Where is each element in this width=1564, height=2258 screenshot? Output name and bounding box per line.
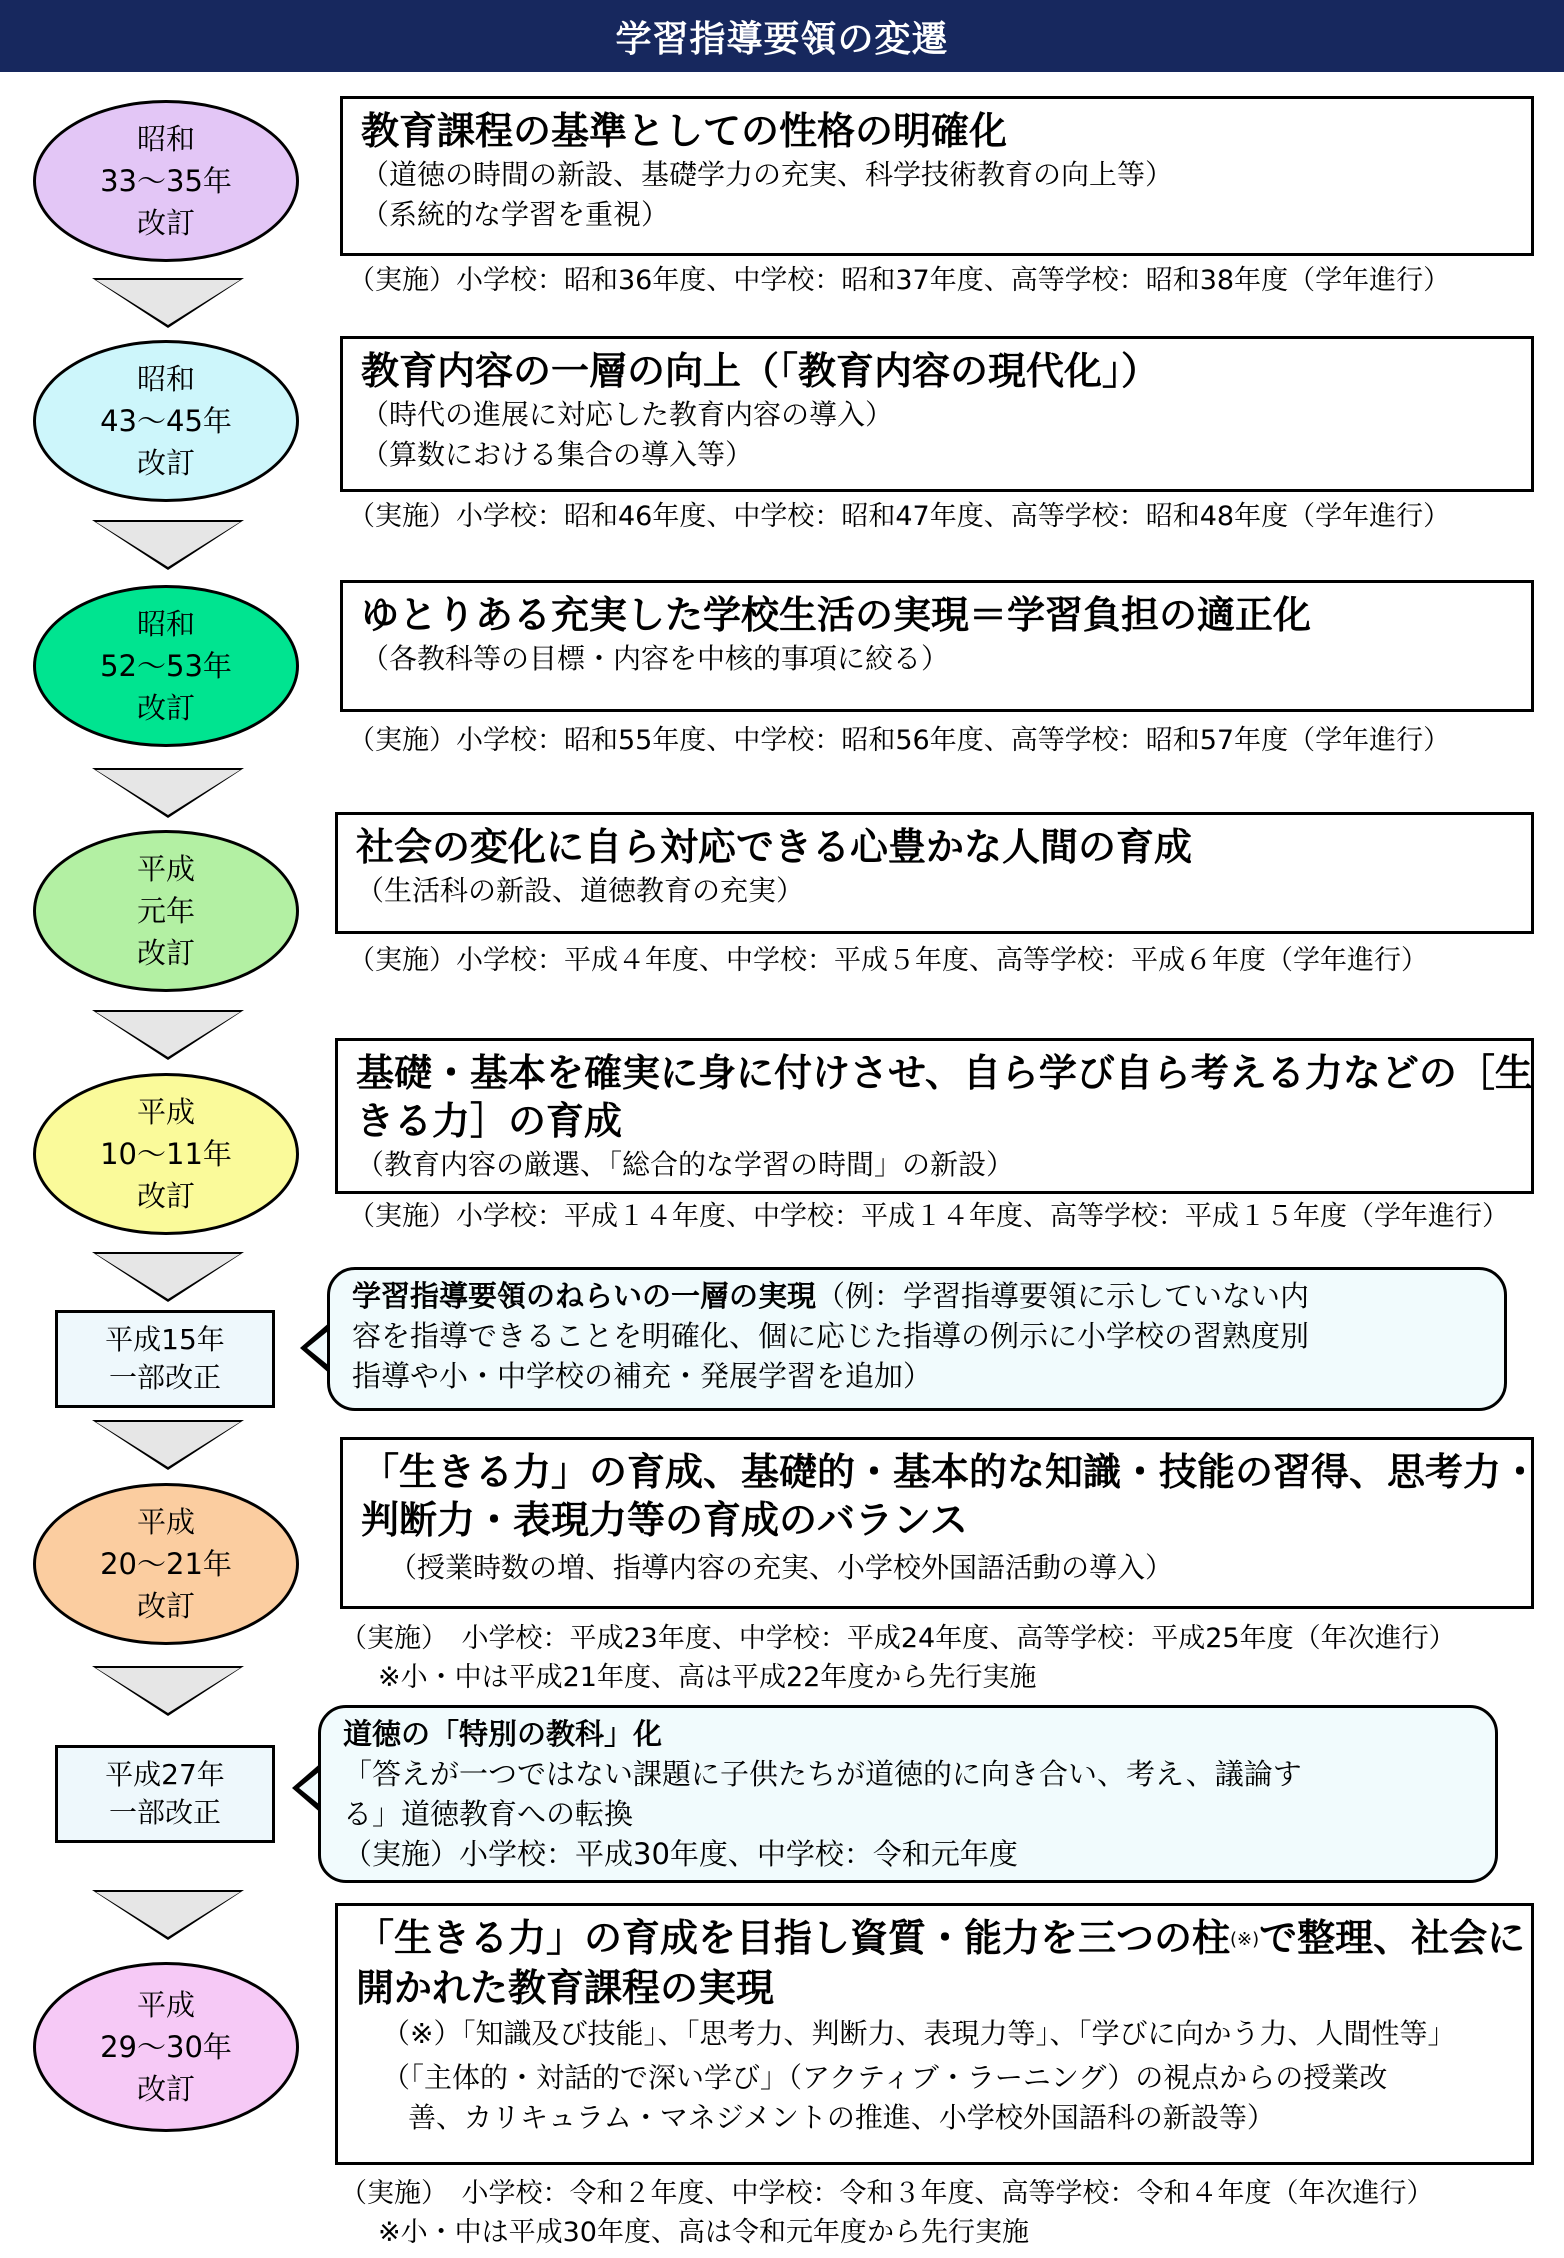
era-detail: （授業時数の増、指導内容の充実、小学校外国語活動の導入） xyxy=(389,1551,1174,1584)
callout-line: 指導や小・中学校の補充・発展学習を追加） xyxy=(352,1359,933,1393)
era-oval-s43 xyxy=(33,340,299,502)
era-heading-part: 「生きる力」の育成を目指し資質・能力を三つの柱 xyxy=(356,1916,1231,1960)
era-oval-line: 平成 xyxy=(136,1095,195,1129)
era-oval-s33 xyxy=(33,100,299,262)
era-heading: 基礎・基本を確実に身に付けさせ、自ら学び自ら考える力などの［生 xyxy=(356,1051,1533,1095)
era-oval-line: 改訂 xyxy=(136,1179,195,1213)
era-oval-line: 昭和 xyxy=(136,362,195,396)
callout-line: 「答えが一つではない課題に子供たちが道徳的に向き合い、考え、議論す xyxy=(343,1757,1302,1791)
era-oval-line: 平成 xyxy=(136,852,195,886)
era-oval-line: 29～30年 xyxy=(100,2030,232,2064)
callout-line: る」道徳教育への転換 xyxy=(343,1797,634,1831)
era-oval-line: 昭和 xyxy=(136,122,195,156)
era-oval-line: 平成 xyxy=(136,1505,195,1539)
era-oval-line: 改訂 xyxy=(136,1589,195,1623)
callout-line: 容を指導できることを明確化、個に応じた指導の例示に小学校の習熟度別 xyxy=(352,1319,1310,1353)
era-detail: （※）「知識及び技能」、「思考力、判断力、表現力等」、「学びに向かう力、人間性等」 xyxy=(382,2017,1456,2050)
era-implementation: （実施）小学校：平成１４年度、中学校：平成１４年度、高等学校：平成１５年度（学年進行） xyxy=(348,1201,1509,1232)
era-oval-line: 10～11年 xyxy=(100,1137,232,1171)
era-detail: （算数における集合の導入等） xyxy=(361,438,754,471)
era-box-h1 xyxy=(335,812,1534,934)
era-box-s33 xyxy=(340,96,1534,256)
era-implementation: （実施）小学校：昭和55年度、中学校：昭和56年度、高等学校：昭和57年度（学年進行） xyxy=(348,725,1451,756)
era-heading: 判断力・表現力等の育成のバランス xyxy=(361,1498,968,1542)
era-implementation: （実施） 小学校：平成23年度、中学校：平成24年度、高等学校：平成25年度（年次進行） xyxy=(340,1623,1456,1654)
era-implementation: （実施）小学校：平成４年度、中学校：平成５年度、高等学校：平成６年度（学年進行） xyxy=(348,945,1428,976)
era-oval-line: 改訂 xyxy=(136,691,195,725)
era-oval-line: 20～21年 xyxy=(100,1547,232,1581)
era-heading: 教育課程の基準としての性格の明確化 xyxy=(361,109,1008,153)
era-implementation-note: ※小・中は平成30年度、高は令和元年度から先行実施 xyxy=(378,2217,1029,2248)
era-oval-h20 xyxy=(33,1483,299,1645)
era-detail: （生活科の新設、道徳教育の充実） xyxy=(356,874,805,907)
era-implementation-note: ※小・中は平成21年度、高は平成22年度から先行実施 xyxy=(378,1662,1037,1693)
era-heading xyxy=(356,1914,1526,1964)
era-heading: 教育内容の一層の向上（「教育内容の現代化」） xyxy=(361,349,1160,393)
callout-text: （例：学習指導要領に示していない内 xyxy=(816,1279,1310,1313)
era-implementation: （実施）小学校：昭和36年度、中学校：昭和37年度、高等学校：昭和38年度（学年進行） xyxy=(348,265,1451,296)
era-detail: （「主体的・対話的で深い学び」（アクティブ・ラーニング）の視点からの授業改 xyxy=(382,2061,1388,2094)
era-detail: 善、カリキュラム・マネジメントの推進、小学校外国語科の新設等） xyxy=(408,2101,1275,2134)
era-box-s52 xyxy=(340,580,1534,712)
era-oval-s52 xyxy=(33,585,299,747)
era-box-h10 xyxy=(335,1038,1534,1194)
era-oval-line: 元年 xyxy=(136,894,195,928)
era-implementation: （実施）小学校：昭和46年度、中学校：昭和47年度、高等学校：昭和48年度（学年進行） xyxy=(348,501,1451,532)
era-detail: （各教科等の目標・内容を中核的事項に絞る） xyxy=(361,642,950,675)
era-detail: （道徳の時間の新設、基礎学力の充実、科学技術教育の向上等） xyxy=(361,158,1174,191)
era-oval-line: 平成 xyxy=(136,1988,195,2022)
partial-revision-line: 一部改正 xyxy=(108,1796,221,1829)
callout-bold: 道徳の「特別の教科」化 xyxy=(343,1717,663,1751)
era-oval-line: 43～45年 xyxy=(100,404,232,438)
page-title: 学習指導要領の変遷 xyxy=(0,0,1564,72)
era-heading: ゆとりある充実した学校生活の実現＝学習負担の適正化 xyxy=(361,593,1312,637)
era-heading: きる力］の育成 xyxy=(356,1099,623,1143)
era-oval-line: 昭和 xyxy=(136,607,195,641)
era-heading-note: (※) xyxy=(1230,1929,1260,1950)
era-box-h20 xyxy=(340,1437,1540,1609)
era-oval-h1 xyxy=(33,830,299,992)
era-box-h29 xyxy=(335,1903,1534,2165)
partial-revision-callout-h27 xyxy=(318,1705,1498,1883)
era-oval-h10 xyxy=(33,1073,299,1235)
era-heading: 「生きる力」の育成、基礎的・基本的な知識・技能の習得、思考力・ xyxy=(361,1450,1540,1494)
era-heading-part: で整理、社会に xyxy=(1259,1916,1526,1960)
era-box-s43 xyxy=(340,336,1534,492)
era-oval-line: 改訂 xyxy=(136,2072,195,2106)
partial-revision-label-h27 xyxy=(55,1745,275,1843)
era-detail: （時代の進展に対応した教育内容の導入） xyxy=(361,398,894,431)
partial-revision-line: 一部改正 xyxy=(108,1361,221,1394)
era-heading: 開かれた教育課程の実現 xyxy=(356,1966,775,2010)
partial-revision-label-h15 xyxy=(55,1310,275,1408)
era-oval-line: 改訂 xyxy=(136,936,195,970)
partial-revision-callout-h15 xyxy=(327,1267,1507,1411)
era-detail: （系統的な学習を重視） xyxy=(361,198,670,231)
era-oval-line: 改訂 xyxy=(136,206,195,240)
era-heading: 社会の変化に自ら対応できる心豊かな人間の育成 xyxy=(356,825,1193,869)
era-implementation: （実施） 小学校：令和２年度、中学校：令和３年度、高等学校：令和４年度（年次進行） xyxy=(340,2178,1434,2209)
era-oval-line: 改訂 xyxy=(136,446,195,480)
callout-line xyxy=(352,1276,1482,1316)
era-detail: （教育内容の厳選、「総合的な学習の時間」の新設） xyxy=(356,1148,1015,1181)
callout-note: （実施）小学校：平成30年度、中学校：令和元年度 xyxy=(343,1837,1018,1871)
partial-revision-line: 平成27年 xyxy=(105,1758,225,1791)
era-oval-line: 52～53年 xyxy=(100,649,232,683)
partial-revision-line: 平成15年 xyxy=(105,1323,225,1356)
era-oval-h29 xyxy=(33,1962,299,2132)
callout-bold: 学習指導要領のねらいの一層の実現 xyxy=(352,1279,817,1313)
era-oval-line: 33～35年 xyxy=(100,164,232,198)
